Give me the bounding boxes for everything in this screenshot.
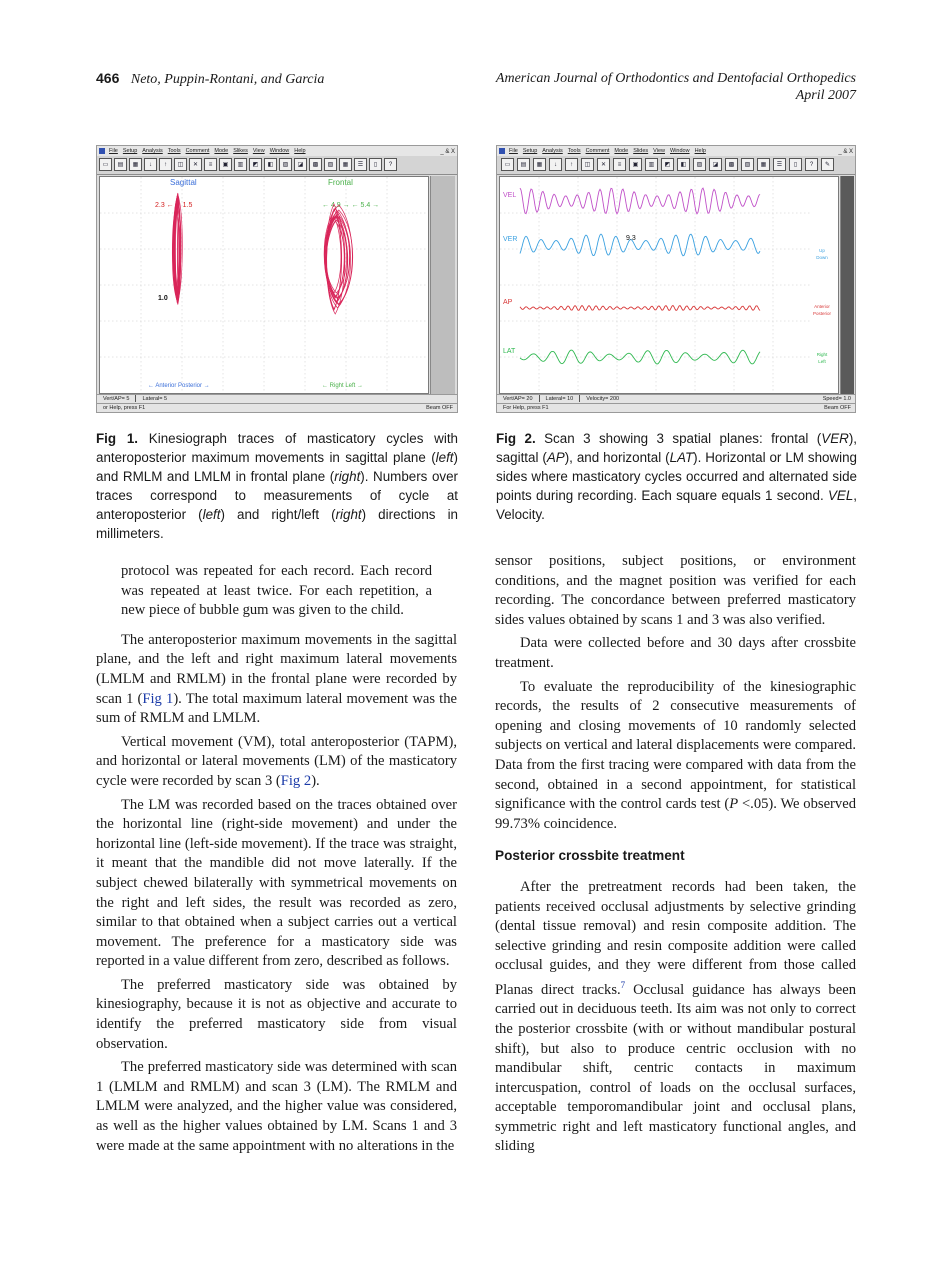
toolbar-button[interactable]: ◩ bbox=[661, 158, 674, 171]
fig1-frontal-measure: ← 4.9 → ← 5.4 → bbox=[322, 202, 380, 209]
toolbar-button[interactable]: ◩ bbox=[249, 158, 262, 171]
running-header bbox=[96, 70, 856, 110]
menu-item-analysis[interactable]: Analysis bbox=[542, 148, 563, 154]
caption-text-run: ) directions in millimeters. bbox=[96, 507, 458, 541]
fig1-status-vert-ap: Vert/AP= 5 bbox=[103, 396, 130, 402]
body-paragraph: The preferred masticatory side was obtained by kinesiography, because it is not as objective and accurate to identify the preferred masticatory side from visual observation. bbox=[96, 976, 457, 1052]
body-column-right bbox=[495, 552, 856, 1161]
body-paragraph: To evaluate the reproducibility of the kinesiographic records, the results of 2 consecutive measurements of opening and closing movements of 10 randomly selected subjects on vertical and lateral displacements were compared. Data from the first tracing were compared with data from the second, obtained in a second appointment, for statistical significance with the control cards test (P <.05). We observed 99.73% coincidence. bbox=[495, 678, 856, 832]
toolbar-button[interactable]: ▧ bbox=[324, 158, 337, 171]
fig1-menubar bbox=[97, 146, 457, 156]
menu-item-help[interactable]: Help bbox=[694, 148, 706, 154]
figure-1-caption bbox=[96, 429, 458, 543]
journal-title: American Journal of Orthodontics and Dentofacial Orthopedics bbox=[495, 71, 856, 86]
channel-label-lat: LAT bbox=[503, 348, 516, 355]
menu-item-comment[interactable]: Comment bbox=[585, 148, 610, 154]
caption-text-run: ) and right/left ( bbox=[220, 507, 336, 522]
toolbar-button[interactable]: ◧ bbox=[264, 158, 277, 171]
window-buttons: _ & X bbox=[440, 149, 455, 155]
fig2-caption-label: Fig 2. bbox=[496, 431, 536, 446]
toolbar-button[interactable]: ▤ bbox=[114, 158, 127, 171]
fig1-reference-link[interactable]: Fig 1 bbox=[142, 690, 174, 707]
fig2-status-vert-ap: Vert/AP= 20 bbox=[503, 396, 533, 402]
body-paragraph: After the pretreatment records had been taken, the patients received occlusal adjustments by selective grinding (dental tissue removal) and resin composite addition. The selective grinding and resin composite addition were called occlusal guides, and they were different from those called Planas direct tracks.$^7$ Occlusal guidance has always been carried out in deciduous teeth. Its aim was not only to correct the posterior crossbite (with or without mandibular postural shift), but also to produce centric occlusion with no mandibular shift, centric contacts in maximum intercuspation, control of loads on the occlusal surfaces, acceptable temporomandibular joint and occlusal plans, symmetric right and left masticatory functional angles, and sliding bbox=[495, 878, 856, 1155]
caption-italic-run: right bbox=[335, 507, 362, 522]
toolbar-button[interactable]: ↑ bbox=[565, 158, 578, 171]
menu-item-file[interactable]: File bbox=[109, 148, 118, 154]
fig1-sagittal-measure: 2.3 ←→ 1.5 bbox=[155, 202, 193, 209]
toolbar-button[interactable]: ▦ bbox=[339, 158, 352, 171]
header-authors: Neto, Puppin-Rontani, and Garcia bbox=[130, 72, 325, 87]
fig2-plot-area bbox=[499, 176, 839, 394]
fig2-status-row-2 bbox=[497, 403, 855, 413]
toolbar-button[interactable]: ≡ bbox=[204, 158, 217, 171]
header-right bbox=[496, 70, 856, 104]
menu-item-tools[interactable]: Tools bbox=[567, 148, 581, 154]
toolbar-button[interactable]: ✕ bbox=[189, 158, 202, 171]
fig1-frontal-label: Frontal bbox=[328, 178, 353, 187]
toolbar-button[interactable]: ▯ bbox=[369, 158, 382, 171]
toolbar-button[interactable]: ◫ bbox=[174, 158, 187, 171]
toolbar-button[interactable]: ▨ bbox=[693, 158, 706, 171]
fig2-menubar bbox=[497, 146, 855, 156]
fig1-axis-anteroposterior: ← Anterior Posterior → bbox=[148, 383, 210, 389]
caption-text-run: ), and horizontal ( bbox=[564, 450, 670, 465]
fig1-status-help: or Help, press F1 bbox=[103, 405, 146, 411]
channel-label-ap: AP bbox=[503, 299, 513, 306]
body-paragraph: Data were collected before and 30 days after crossbite treatment. bbox=[495, 635, 856, 671]
citation-reference-link[interactable]: 7 bbox=[620, 979, 626, 990]
menu-item-setup[interactable]: Setup bbox=[522, 148, 538, 154]
figure-2-caption bbox=[496, 429, 857, 524]
caption-text-run: ) and RMLM and LMLM in frontal plane ( bbox=[96, 450, 458, 484]
channel-trace-ap bbox=[520, 306, 760, 311]
toolbar-button[interactable]: ↓ bbox=[549, 158, 562, 171]
header-left bbox=[96, 70, 324, 88]
fig2-caption-text bbox=[496, 431, 857, 522]
window-buttons: _ & X bbox=[838, 149, 853, 155]
toolbar-button[interactable]: ▤ bbox=[517, 158, 530, 171]
fig1-axis-right-left: ← Right Left → bbox=[322, 383, 364, 389]
fig2-reference-link[interactable]: Fig 2 bbox=[280, 772, 312, 789]
fig2-label-anterior: Anterior bbox=[814, 304, 830, 309]
channel-label-vel: VEL bbox=[503, 192, 517, 199]
toolbar-button[interactable]: ? bbox=[384, 158, 397, 171]
toolbar-button[interactable]: ◧ bbox=[677, 158, 690, 171]
fig2-label-right: Right bbox=[816, 352, 828, 357]
channel-trace-vel bbox=[520, 188, 760, 214]
toolbar-button[interactable]: ▥ bbox=[234, 158, 247, 171]
section-heading: Posterior crossbite treatment bbox=[495, 848, 685, 864]
menu-item-mode[interactable]: Mode bbox=[214, 148, 229, 154]
caption-text-run: ). Horizontal or LM showing sides where masticatory cycles occurred and alternated side points during recording. Each square equals 1 second. bbox=[496, 450, 857, 503]
fig1-menu-items bbox=[109, 148, 311, 154]
fig1-sagittal-label: Sagittal bbox=[170, 178, 197, 187]
toolbar-button[interactable]: ? bbox=[805, 158, 818, 171]
fig1-status-lateral: Lateral= 5 bbox=[142, 396, 168, 402]
app-icon bbox=[99, 148, 105, 154]
caption-text-run: Kinesiograph traces of masticatory cycles with anteroposterior maximum movements in sagittal plane ( bbox=[96, 431, 458, 465]
caption-italic-run: VEL bbox=[827, 488, 854, 503]
toolbar-button[interactable]: ▦ bbox=[129, 158, 142, 171]
fig1-plot-svg bbox=[100, 177, 428, 393]
menu-item-tools[interactable]: Tools bbox=[167, 148, 181, 154]
toolbar-button[interactable]: ▩ bbox=[309, 158, 322, 171]
fig1-toolbar bbox=[97, 156, 457, 175]
body-paragraph: The LM was recorded based on the traces obtained over the horizontal line (right-side movement) and under the horizontal line (left-side movement). If the trace was straight, it meant that the mandible did not move laterally. If the subject chewed bilaterally with symmetrical movements on the right and left sides, the result was recorded as zero, similar to that obtained when a subject carries out a vertical movement. The preference for a masticatory side was reported in a value different from zero, described as follows. bbox=[96, 796, 457, 970]
fig2-channel-traces bbox=[503, 188, 760, 364]
caption-italic-run: left bbox=[202, 507, 221, 522]
caption-italic-run: AP bbox=[546, 450, 565, 465]
toolbar-button[interactable]: ▣ bbox=[629, 158, 642, 171]
fig2-status-beam: Beam OFF bbox=[824, 405, 851, 411]
toolbar-button[interactable]: ☰ bbox=[773, 158, 786, 171]
fig2-status-velocity: Velocity= 200 bbox=[586, 396, 620, 402]
fig2-grid bbox=[500, 177, 812, 393]
menu-item-view[interactable]: View bbox=[653, 148, 665, 154]
issue-date: April 2007 bbox=[795, 88, 856, 103]
fig2-plot-svg bbox=[500, 177, 838, 393]
toolbar-button[interactable]: ✕ bbox=[597, 158, 610, 171]
toolbar-button[interactable]: ▥ bbox=[645, 158, 658, 171]
toolbar-button[interactable]: ▭ bbox=[99, 158, 112, 171]
toolbar-button[interactable]: ▯ bbox=[789, 158, 802, 171]
toolbar-button[interactable]: ◪ bbox=[709, 158, 722, 171]
body-paragraph: The anteroposterior maximum movements in the sagittal plane, and the left and right maximum lateral movements (LMLM and RMLM) in the frontal plane were recorded by scan 1 (Fig 1). The total maximum lateral movement was the sum of RMLM and LMLM. bbox=[96, 631, 457, 727]
body-paragraph: Vertical movement (VM), total anteroposterior (TAPM), and horizontal or lateral movements (LM) of the masticatory cycle were recorded by scan 3 (Fig 2). bbox=[96, 733, 457, 789]
menu-item-slikes[interactable]: Slikes bbox=[233, 148, 248, 154]
menu-item-help[interactable]: Help bbox=[294, 148, 306, 154]
toolbar-button[interactable]: ↓ bbox=[144, 158, 157, 171]
app-icon bbox=[499, 148, 505, 154]
fig1-status-beam: Beam OFF bbox=[426, 405, 453, 411]
toolbar-button[interactable]: ▣ bbox=[219, 158, 232, 171]
menu-item-view[interactable]: View bbox=[252, 148, 265, 154]
fig2-status-help: For Help, press F1 bbox=[503, 405, 549, 411]
toolbar-button[interactable]: ◪ bbox=[294, 158, 307, 171]
menu-item-window[interactable]: Window bbox=[269, 148, 290, 154]
caption-italic-run: right bbox=[334, 469, 361, 484]
caption-text-run: ). Numbers over traces correspond to measurements of cycle at anteroposterior ( bbox=[96, 469, 459, 522]
toolbar-button[interactable]: ◫ bbox=[581, 158, 594, 171]
fig2-label-up: Up bbox=[819, 248, 825, 253]
body-paragraph: sensor positions, subject positions, or environment conditions, and the magnet position was verified for each recording. The concordance between preferred masticatory sides values obtained by scans 1 and 3 was also verified. bbox=[495, 553, 856, 628]
toolbar-button[interactable]: ▦ bbox=[533, 158, 546, 171]
channel-trace-ver bbox=[520, 234, 760, 256]
fig2-label-down: Down bbox=[816, 255, 828, 260]
fig2-label-left: Left bbox=[818, 359, 826, 364]
fig1-bottom-measure: 1.0 bbox=[158, 295, 168, 302]
menu-item-analysis[interactable]: Analysis bbox=[142, 148, 163, 154]
body-column-left bbox=[96, 562, 457, 1160]
menu-item-comment[interactable]: Comment bbox=[185, 148, 210, 154]
fig1-side-panel bbox=[430, 176, 455, 394]
fig2-toolbar bbox=[497, 156, 855, 175]
figure-2 bbox=[496, 145, 856, 413]
fig2-scrollbar[interactable] bbox=[840, 176, 854, 394]
fig2-ver-value: 9.3 bbox=[626, 235, 636, 242]
toolbar-button[interactable]: ≡ bbox=[613, 158, 626, 171]
fig1-status-row-2 bbox=[97, 403, 457, 413]
fig1-caption-label: Fig 1. bbox=[96, 431, 139, 446]
menu-item-window[interactable]: Window bbox=[670, 148, 690, 154]
caption-italic-run: left bbox=[435, 450, 454, 465]
caption-text-run: Scan 3 showing 3 spatial planes: frontal ( bbox=[535, 431, 822, 446]
body-paragraph: The preferred masticatory side was determined with scan 1 (LMLM and RMLM) and scan 3 (LM). The RMLM and LMLM were analyzed, and the higher value was considered, as well as the higher values obtained by LM. Scans 1 and 3 were made at the same appointment with no alterations in the bbox=[96, 1059, 457, 1154]
channel-label-ver: VER bbox=[503, 236, 518, 243]
fig1-traces bbox=[172, 193, 352, 314]
protocol-paragraph: protocol was repeated for each record. Each record was repeated at least twice. For each repetition, a new piece of bubble gum was given to the child. bbox=[121, 563, 432, 619]
menu-item-slides[interactable]: Slides bbox=[633, 148, 649, 154]
fig1-grid bbox=[100, 177, 428, 393]
figure-1 bbox=[96, 145, 458, 413]
menu-item-setup[interactable]: Setup bbox=[122, 148, 138, 154]
toolbar-button[interactable]: ✎ bbox=[821, 158, 834, 171]
fig2-label-posterior: Posterior bbox=[812, 311, 832, 316]
caption-italic-run: LAT bbox=[669, 450, 694, 465]
fig1-caption-text bbox=[96, 431, 458, 541]
menu-item-mode[interactable]: Mode bbox=[614, 148, 629, 154]
caption-text-run: ), sagittal ( bbox=[496, 431, 858, 465]
toolbar-button[interactable]: ▦ bbox=[757, 158, 770, 171]
fig2-status-speed: Speed= 1.0 bbox=[822, 396, 851, 402]
toolbar-button[interactable]: ☰ bbox=[354, 158, 367, 171]
toolbar-button[interactable]: ▩ bbox=[725, 158, 738, 171]
toolbar-button[interactable]: ▭ bbox=[501, 158, 514, 171]
fig2-status-lateral: Lateral= 10 bbox=[545, 396, 574, 402]
caption-text-run: , Velocity. bbox=[496, 488, 857, 522]
toolbar-button[interactable]: ▧ bbox=[741, 158, 754, 171]
menu-item-file[interactable]: File bbox=[509, 148, 518, 154]
fig2-menu-items bbox=[509, 148, 711, 154]
fig1-plot-area bbox=[99, 176, 429, 394]
toolbar-button[interactable]: ▨ bbox=[279, 158, 292, 171]
caption-italic-run: VER bbox=[821, 431, 849, 446]
toolbar-button[interactable]: ↑ bbox=[159, 158, 172, 171]
page-number: 466 bbox=[96, 70, 120, 86]
